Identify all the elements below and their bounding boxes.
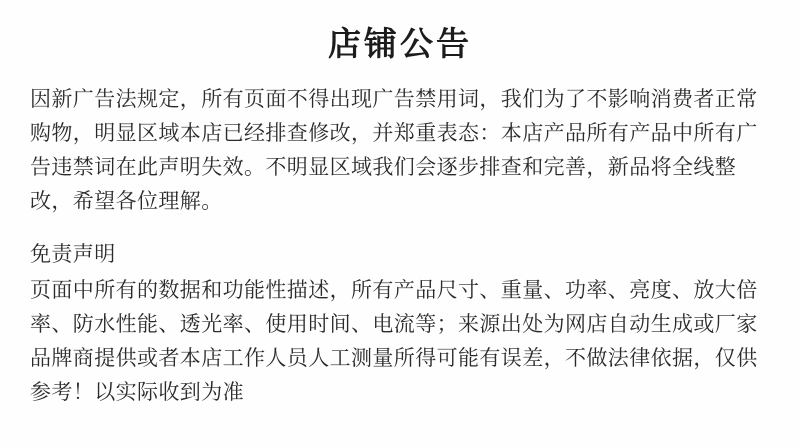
disclaimer-paragraph: 页面中所有的数据和功能性描述，所有产品尺寸、重量、功率、亮度、放大倍率、防水性能、透光率、使用时间、电流等；来源出处为网店自动生成或厂家品牌商提供或者本店工作人员人工测量所得可能有误差，不做法律依据，仅供参考！以实际收到为准	[30, 278, 758, 405]
disclaimer-heading: 免责声明	[30, 241, 116, 266]
main-notice-paragraph: 因新广告法规定，所有页面不得出现广告禁用词，我们为了不影响消费者正常购物，明显区域本店已经排查修改，并郑重表态：本店产品所有产品中所有广告违禁词在此声明失效。不明显区域我们会逐步排查和完善，新品将全线整改，希望各位理解。	[30, 86, 758, 213]
page-title: 店铺公告	[328, 24, 472, 63]
